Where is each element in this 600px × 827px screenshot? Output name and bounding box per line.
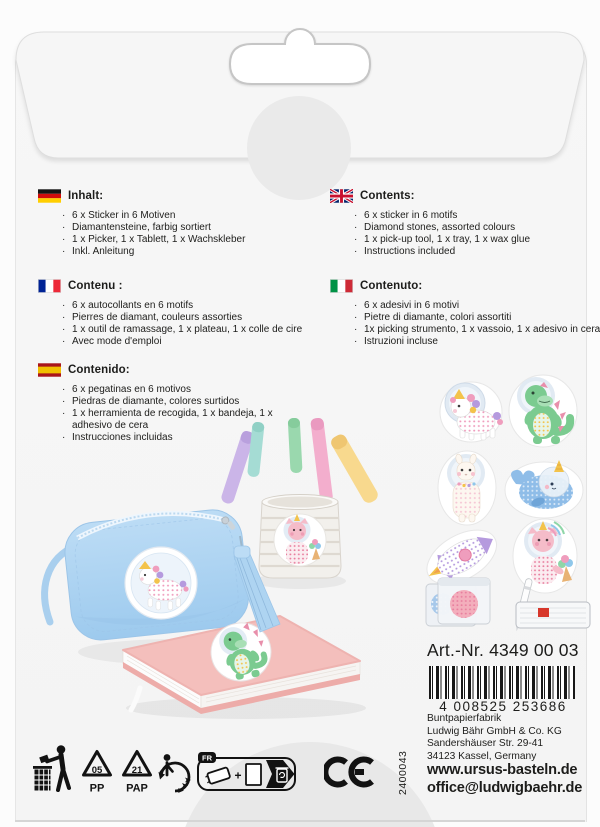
barcode: [429, 666, 575, 699]
contact-links: [427, 761, 582, 797]
sticker-narwhal: [505, 460, 583, 518]
accessory-parts: [426, 578, 590, 632]
ce-mark-icon: [324, 756, 376, 788]
pen-cup-illustration: [259, 495, 341, 579]
manufacturer-address: [427, 713, 562, 763]
company-name-line2: Ludwig Bähr GmbH & Co. KG: [427, 725, 562, 737]
email-address: office@ludwigbaehr.de: [427, 780, 583, 796]
content-item: · Piedras de diamante, colores surtidos: [62, 396, 290, 408]
fr-sorting-info-icon: [196, 751, 298, 793]
content-item: · 1 x herramienta de recogida, 1 x bandeja, 1 x adhesivo de cera: [62, 408, 290, 432]
content-item: · Diamond stones, assorted colours: [354, 222, 530, 234]
content-item: · Pierres de diamant, couleurs assorties: [62, 312, 302, 324]
sticker-unicorn: [440, 382, 503, 442]
sticker-designs-illustration: [420, 372, 592, 640]
sticker-llama: [438, 451, 496, 525]
recycling-pap-icon: [119, 747, 155, 795]
content-item: · 6 x adesivi in 6 motivi: [354, 300, 600, 312]
pap-label: PAP: [126, 782, 148, 795]
sticker-dinosaur: [509, 375, 577, 447]
company-name-line1: Buntpapierfabrik: [427, 713, 502, 724]
recycling-pp-icon: [80, 747, 114, 795]
section-title: Contenuto:: [360, 280, 423, 292]
content-item: · 1 x pick-up tool, 1 x tray, 1 x wax glue: [354, 234, 530, 246]
content-item: · 1x picking strumento, 1 x vassoio, 1 x adesivo in cera: [354, 324, 600, 336]
pp-label: PP: [89, 782, 105, 795]
article-number: Art.-Nr. 4349 00 03: [427, 640, 579, 660]
pap-code: 21: [131, 765, 143, 776]
production-code: 2400043: [397, 750, 409, 795]
content-item: · 6 x pegatinas en 6 motivos: [62, 384, 290, 396]
italy-flag-icon: [330, 279, 353, 293]
content-item: · Instrucciones incluidas: [62, 432, 290, 444]
germany-flag-icon: [38, 189, 61, 203]
bag-illustration: [45, 505, 252, 642]
content-item: · Inkl. Anleitung: [62, 246, 245, 258]
spain-flag-icon: [38, 363, 61, 377]
fr-plus-sign: +: [234, 768, 242, 783]
company-street: Sandershäuser Str. 29-41: [427, 738, 544, 750]
website-url: www.ursus-basteln.de: [427, 762, 578, 778]
section-title: Contenu :: [68, 280, 123, 292]
contents-section-es: [38, 363, 290, 444]
section-title: Contenido:: [68, 364, 130, 376]
tidyman-icon: [31, 744, 75, 794]
stone-tray: [516, 602, 590, 628]
contents-section-it: [330, 279, 600, 348]
product-photo-illustration: [28, 418, 423, 720]
company-city: 34123 Kassel, Germany: [427, 750, 537, 762]
pp-code: 05: [91, 765, 103, 776]
content-item: · Istruzioni incluse: [354, 336, 600, 348]
contents-section-fr: [38, 279, 302, 348]
content-item: · 1 x Picker, 1 x Tablett, 1 x Wachskleber: [62, 234, 245, 246]
caticorn-sticker-on-cup: [274, 514, 326, 566]
contents-section-de: [38, 189, 245, 258]
die-cut-circle-top: [247, 96, 351, 200]
barcode-digits: 4 008525 253686: [439, 699, 567, 714]
contents-section-en: [330, 189, 530, 258]
sticker-caticorn: [513, 519, 577, 593]
content-item: · 6 x sticker in 6 motifs: [354, 210, 530, 222]
content-item: · 6 x autocollants en 6 motifs: [62, 300, 302, 312]
content-item: · Avec mode d'emploi: [62, 336, 302, 348]
triman-icon: [158, 752, 192, 794]
section-title: Inhalt:: [68, 190, 104, 202]
content-item: · 1 x outil de ramassage, 1 x plateau, 1 x colle de cire: [62, 324, 302, 336]
unicorn-sticker-on-bag: [125, 547, 197, 619]
uk-flag-icon: [330, 189, 353, 203]
package-bottom-fold: [15, 820, 585, 822]
section-title: Contents:: [360, 190, 415, 202]
wax-glue-square: [538, 608, 549, 617]
content-item: · Pietre di diamante, colori assortiti: [354, 312, 600, 324]
france-flag-icon: [38, 279, 61, 293]
fr-tag-label: FR: [202, 753, 212, 763]
content-item: · Instructions included: [354, 246, 530, 258]
content-item: · 6 x Sticker in 6 Motiven: [62, 210, 245, 222]
content-item: · Diamantensteine, farbig sortiert: [62, 222, 245, 234]
